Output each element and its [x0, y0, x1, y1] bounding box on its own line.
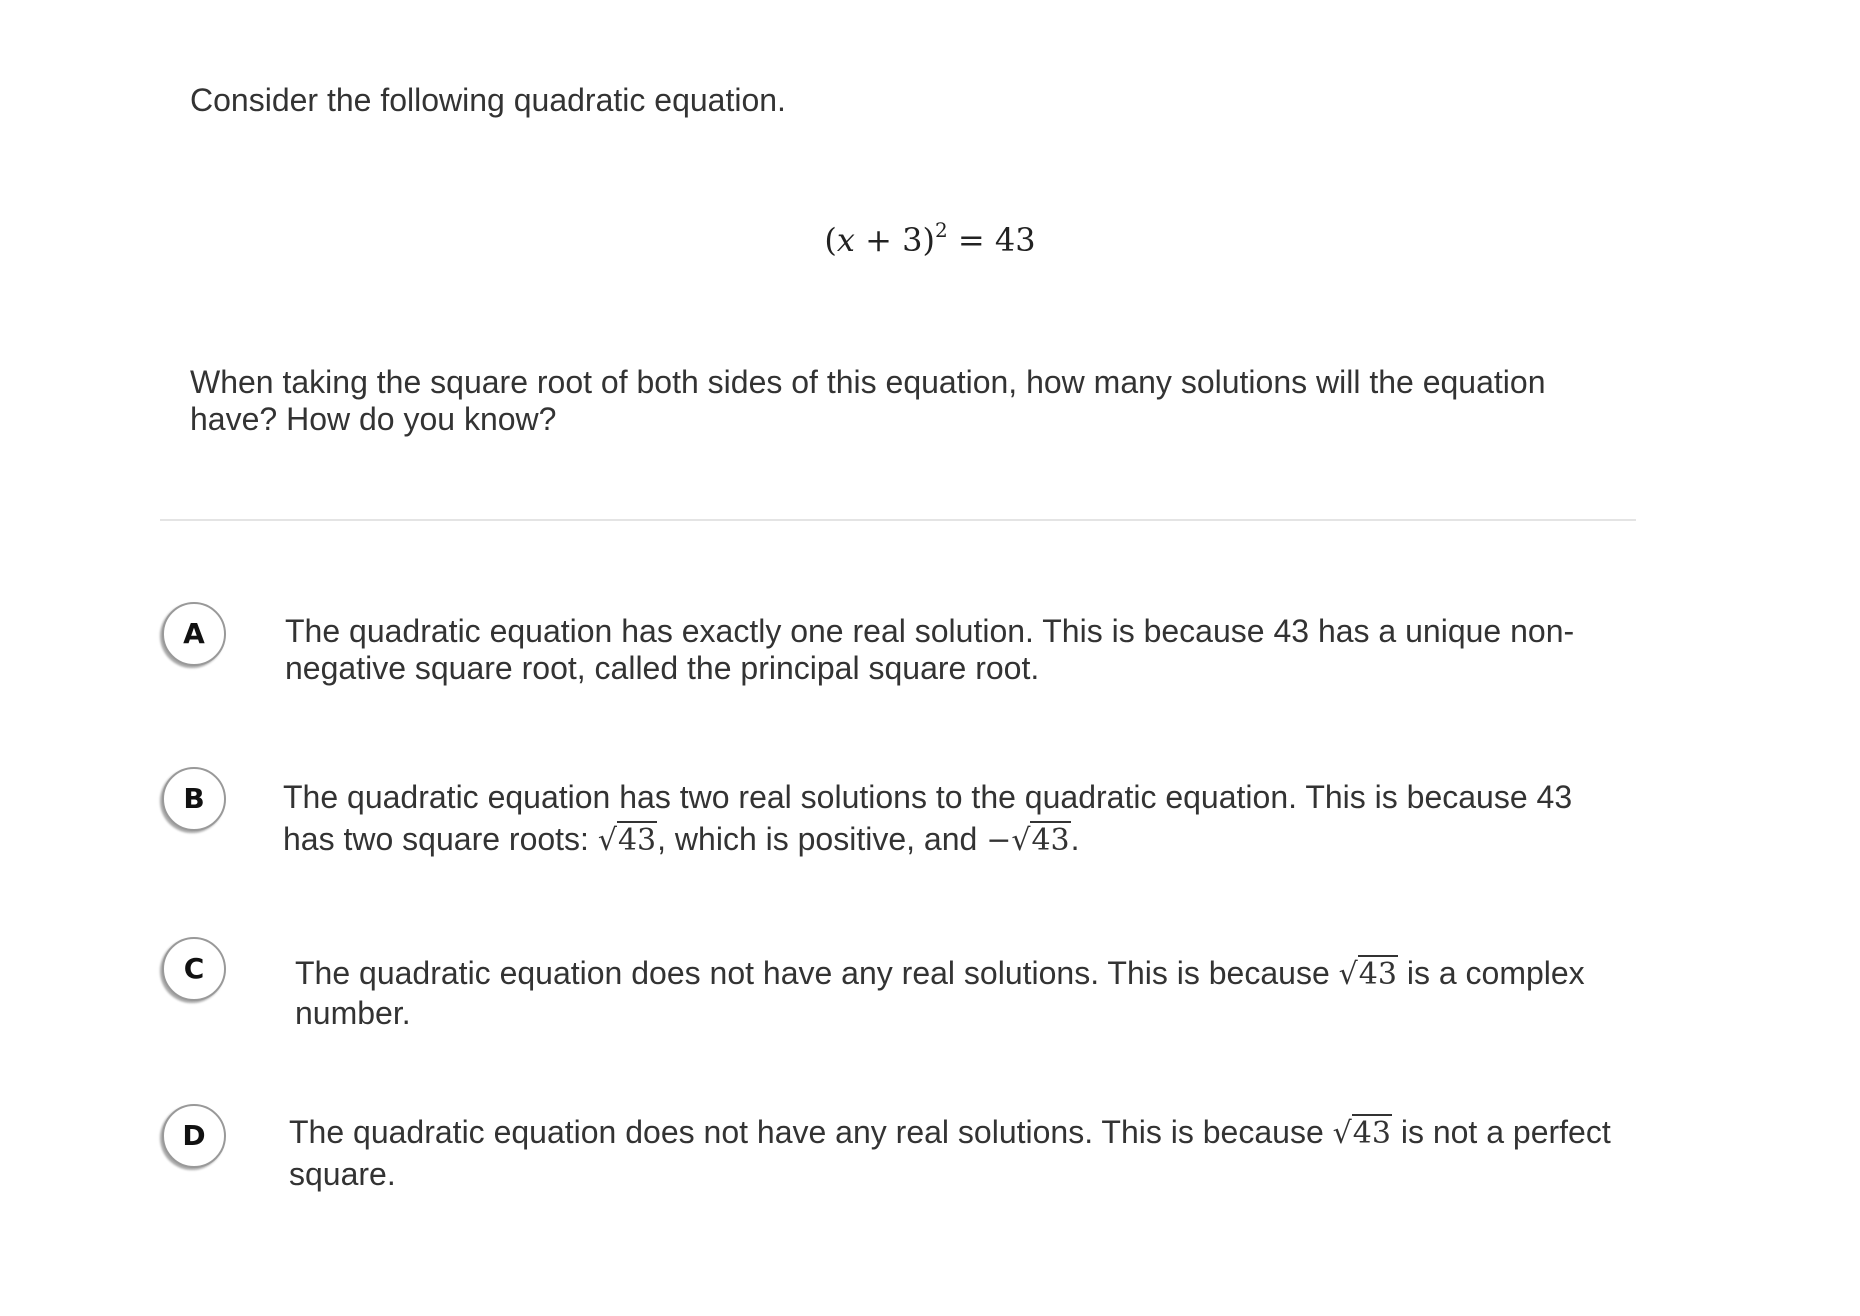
quadratic-equation: [0, 218, 1860, 262]
choice-a-line-1: The quadratic equation has exactly one real solution. This is because 43 has a unique non-: [285, 613, 1575, 649]
sqrt-43-perfect: √43: [1332, 1116, 1391, 1151]
divider: [160, 519, 1636, 521]
choice-c-line-1-start: The quadratic equation does not have any real solutions. This is because: [295, 955, 1339, 991]
equation-rhs: = 43: [947, 221, 1036, 259]
sqrt-43-radicand-c: 43: [1358, 957, 1397, 992]
minus-sign: −: [986, 823, 1012, 858]
sqrt-43-complex: √43: [1338, 957, 1397, 992]
equation-plus-three: + 3): [854, 221, 935, 259]
sqrt-43-negative: −√43: [986, 823, 1070, 858]
choice-c-letter-button[interactable]: C: [162, 937, 226, 1001]
choice-c-text: [295, 954, 1585, 1033]
sqrt-43-radicand: 43: [617, 823, 657, 858]
choice-b-letter-button[interactable]: B: [162, 767, 226, 831]
choice-d-line-1-start: The quadratic equation does not have any real solutions. This is because: [289, 1114, 1333, 1150]
choice-d-line-2: square.: [289, 1156, 396, 1192]
choice-d-text: [289, 1112, 1611, 1195]
equation-exponent: 2: [934, 218, 948, 242]
choice-b-line-2-end: .: [1070, 821, 1080, 857]
equation-open-paren: (: [824, 221, 837, 259]
intro-text: Consider the following quadratic equation.: [190, 82, 786, 118]
question-line-1: When taking the square root of both sides of this equation, how many solutions will the equation: [190, 364, 1546, 400]
choice-c-line-1-end: is a complex: [1397, 955, 1585, 991]
choice-b-line-2-start: has two square roots:: [283, 821, 598, 857]
choice-b-line-2-middle: , which is positive, and: [657, 821, 987, 857]
choice-b-line-1: The quadratic equation has two real solutions to the quadratic equation. This is because 43: [283, 779, 1573, 815]
question-text: [190, 364, 1610, 438]
question-line-2: have? How do you know?: [190, 401, 557, 437]
sqrt-43-radicand-d: 43: [1352, 1116, 1391, 1151]
sqrt-43-radicand-neg: 43: [1031, 823, 1070, 858]
choice-d-letter-button[interactable]: D: [162, 1104, 226, 1168]
choice-d-line-1-end: is not a perfect: [1391, 1114, 1611, 1150]
choice-a-text: [285, 613, 1574, 687]
choice-c-line-2: number.: [295, 995, 411, 1031]
sqrt-43-positive: √43: [597, 823, 657, 858]
choice-b-text: [283, 776, 1572, 862]
choice-a-letter-button[interactable]: A: [162, 602, 226, 666]
choice-a-line-2: negative square root, called the principal square root.: [285, 650, 1040, 686]
equation-variable: x: [836, 221, 855, 259]
